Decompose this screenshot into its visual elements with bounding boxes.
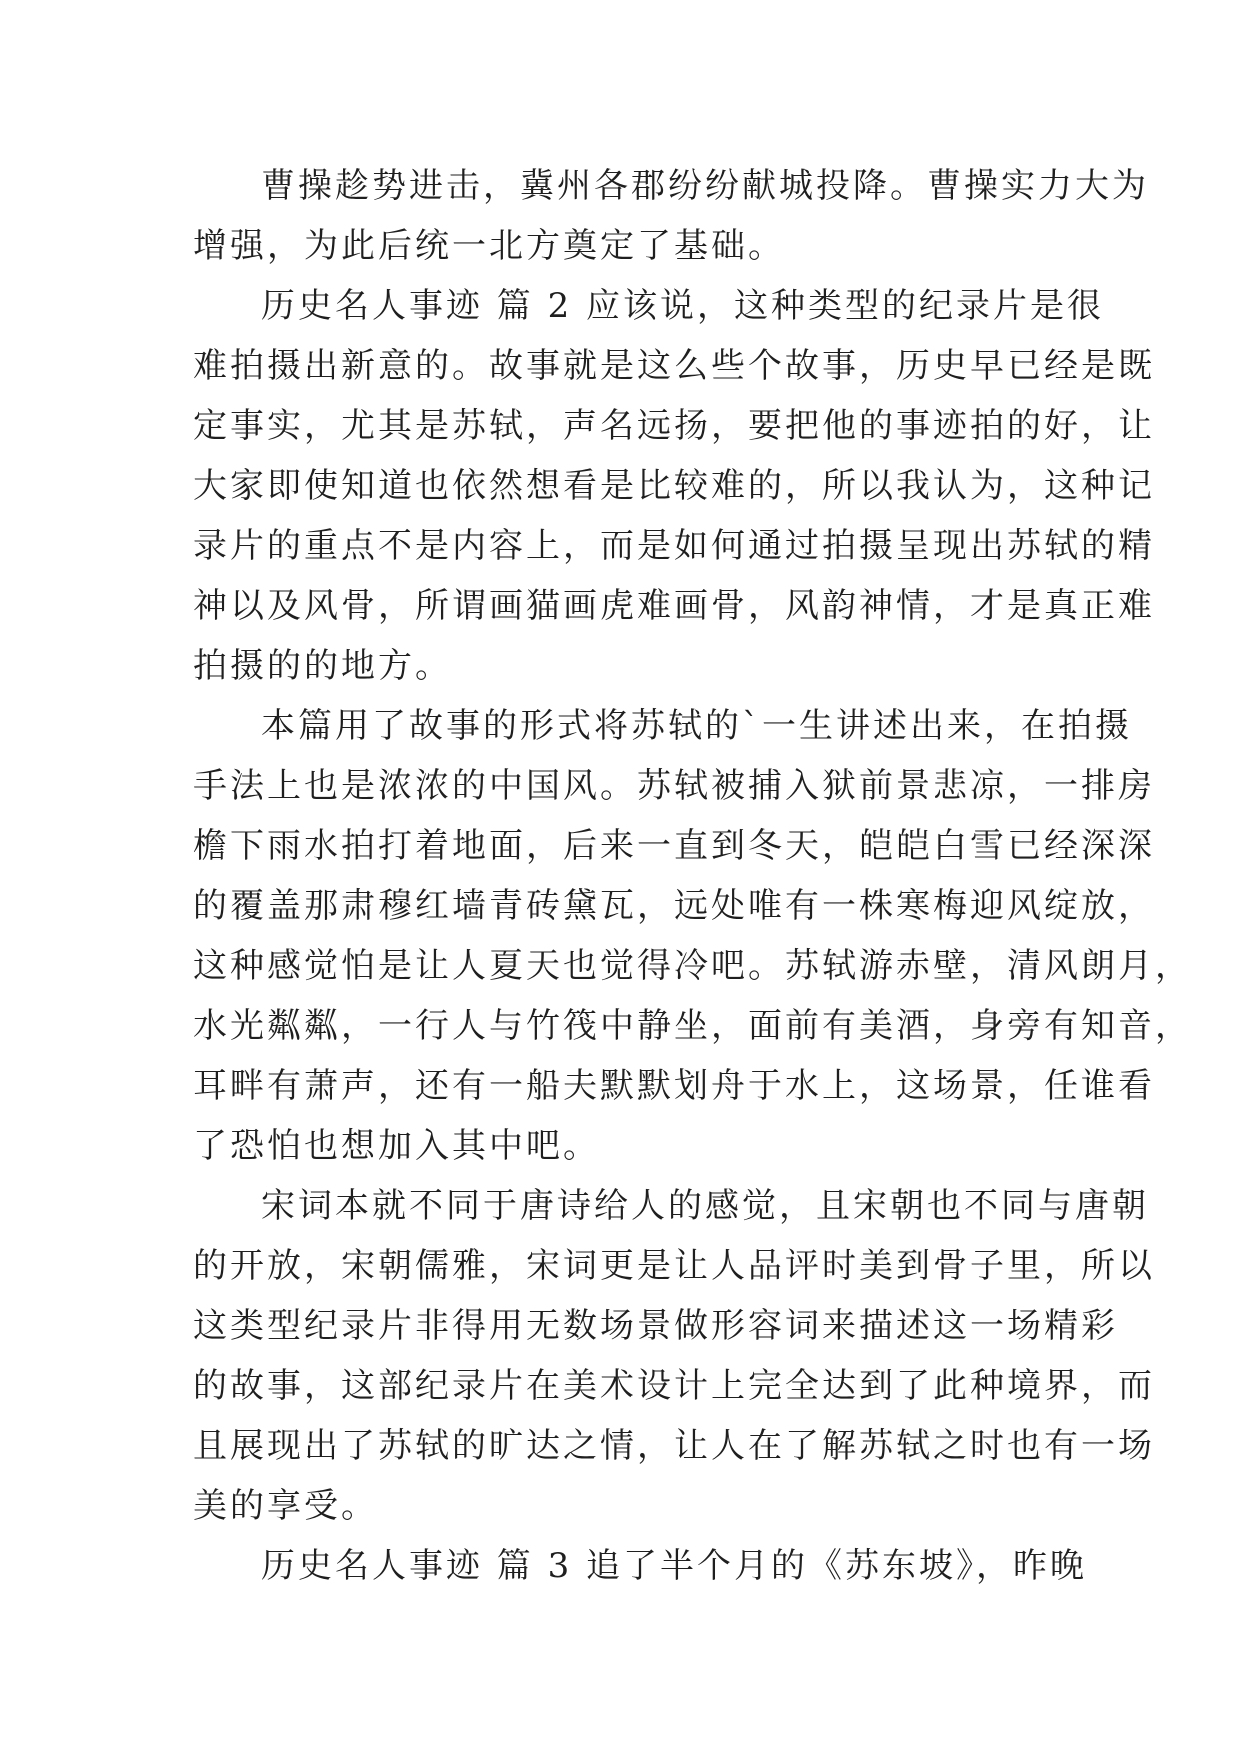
- text-line: 本篇用了故事的形式将苏轼的`一生讲述出来，在拍摄: [261, 706, 1132, 746]
- text-line: 大家即使知道也依然想看是比较难的，所以我认为，这种记: [193, 466, 1155, 506]
- section-heading-line: 历史名人事迹 篇 2 应该说，这种类型的纪录片是很: [261, 286, 1105, 326]
- text-line: 这类型纪录片非得用无数场景做形容词来描述这一场精彩: [193, 1306, 1118, 1346]
- section-heading-line: 历史名人事迹 篇 3 追了半个月的《苏东坡》，昨晚: [261, 1546, 1088, 1586]
- text-line: 手法上也是浓浓的中国风。苏轼被捕入狱前景悲凉，一排房: [193, 766, 1155, 806]
- text-line: 的覆盖那肃穆红墙青砖黛瓦，远处唯有一株寒梅迎风绽放，: [193, 886, 1155, 926]
- text-line: 美的享受。: [193, 1486, 378, 1526]
- text-line: 拍摄的的地方。: [193, 646, 452, 686]
- text-line: 且展现出了苏轼的旷达之情，让人在了解苏轼之时也有一场: [193, 1426, 1155, 1466]
- text-line: 了恐怕也想加入其中吧。: [193, 1126, 600, 1166]
- text-line: 宋词本就不同于唐诗给人的感觉，且宋朝也不同与唐朝: [261, 1186, 1149, 1226]
- text-line: 的故事，这部纪录片在美术设计上完全达到了此种境界，而: [193, 1366, 1155, 1406]
- text-line: 神以及风骨，所谓画猫画虎难画骨，风韵神情，才是真正难: [193, 586, 1155, 626]
- text-line: 录片的重点不是内容上，而是如何通过拍摄呈现出苏轼的精: [193, 526, 1155, 566]
- text-line: 曹操趁势进击，冀州各郡纷纷献城投降。曹操实力大为: [261, 166, 1149, 206]
- text-line: 难拍摄出新意的。故事就是这么些个故事，历史早已经是既: [193, 346, 1155, 386]
- text-line: 增强，为此后统一北方奠定了基础。: [193, 226, 785, 266]
- text-line: 定事实，尤其是苏轼，声名远扬，要把他的事迹拍的好，让: [193, 406, 1155, 446]
- text-line: 水光粼粼，一行人与竹筏中静坐，面前有美酒，身旁有知音，: [193, 1006, 1192, 1046]
- text-line: 的开放，宋朝儒雅，宋词更是让人品评时美到骨子里，所以: [193, 1246, 1155, 1286]
- text-line: 这种感觉怕是让人夏天也觉得冷吧。苏轼游赤壁，清风朗月，: [193, 946, 1192, 986]
- text-line: 耳畔有萧声，还有一船夫默默划舟于水上，这场景，任谁看: [193, 1066, 1155, 1106]
- text-line: 檐下雨水拍打着地面，后来一直到冬天，皑皑白雪已经深深: [193, 826, 1155, 866]
